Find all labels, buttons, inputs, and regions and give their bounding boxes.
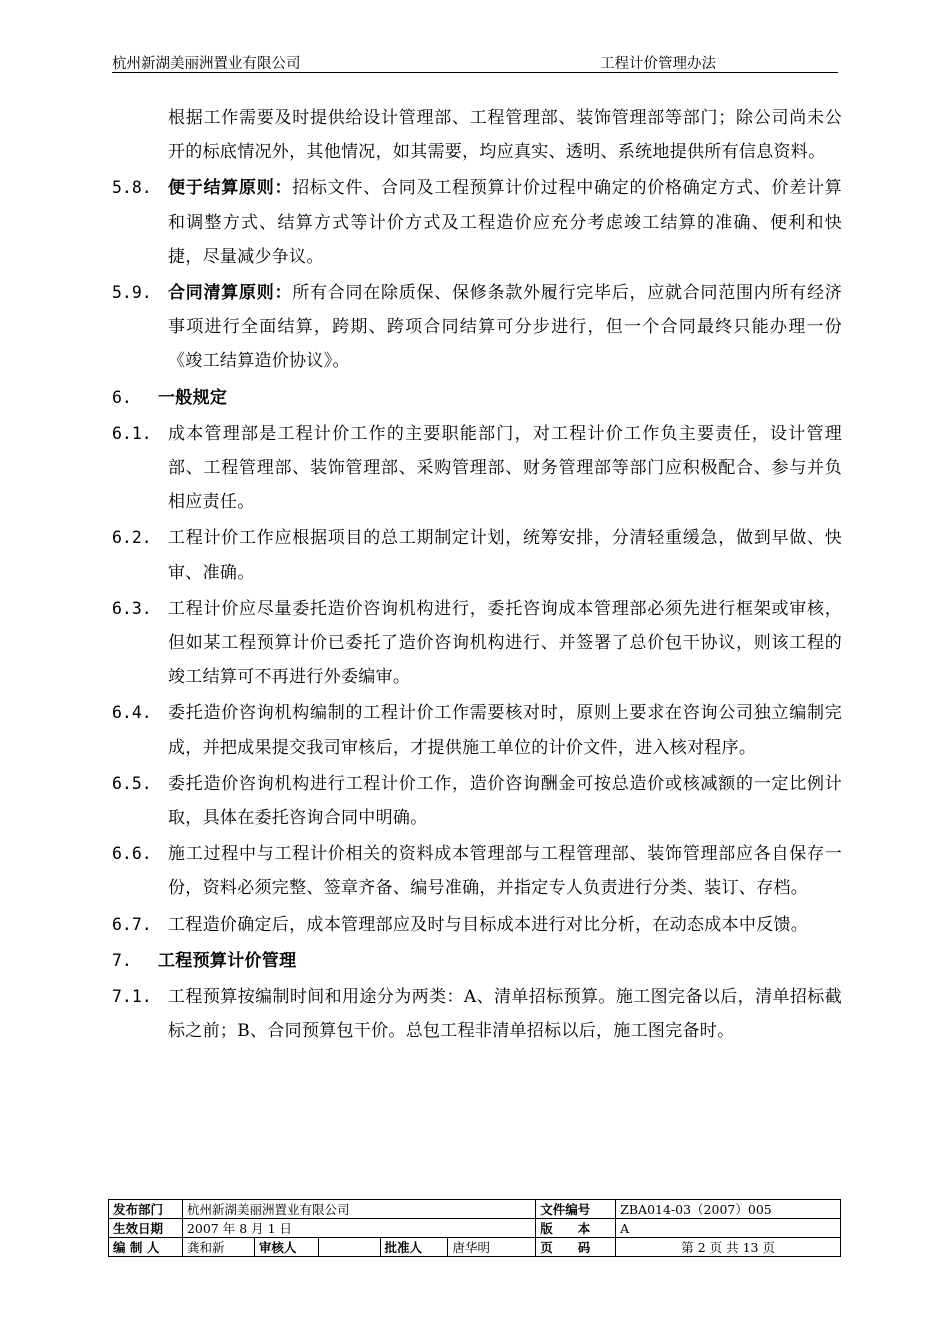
clause-number: 6.4. (112, 703, 152, 723)
clause-text: 施工过程中与工程计价相关的资料成本管理部与工程管理部、装饰管理部应各自保存一份，资料必须完整、签章齐备、编号准确，并指定专人负责进行分类、装订、存档。 (168, 844, 842, 899)
clause-text: 委托造价咨询机构编制的工程计价工作需要核对时，原则上要求在咨询公司独立编制完成，并把成果提交我司审核后，才提供施工单位的计价文件，进入核对程序。 (168, 703, 842, 758)
clause-text: 委托造价咨询机构进行工程计价工作，造价咨询酬金可按总造价或核减额的一定比例计取，具体在委托咨询合同中明确。 (168, 773, 842, 829)
section-number: 7. (112, 950, 132, 970)
file-no-label: 文件编号 (536, 1200, 616, 1219)
page-label: 页 码 (536, 1238, 616, 1257)
reviewer-value (318, 1238, 380, 1257)
file-no-value: ZBA014-03（2007）005 (616, 1200, 841, 1219)
clause-7-1 (112, 980, 842, 1048)
clause-number: 6.5. (112, 773, 152, 793)
clause-number: 5.8. (112, 178, 152, 198)
issue-dept-value: 杭州新湖美丽洲置业有限公司 (182, 1200, 535, 1219)
approver-label: 批准人 (380, 1238, 448, 1257)
page-header (112, 50, 838, 73)
document-control-table (108, 1199, 841, 1257)
paragraph (112, 101, 842, 169)
clause-number: 5.9. (112, 283, 152, 303)
clause-6-7 (112, 908, 842, 942)
paragraph-text: 根据工作需要及时提供给设计管理部、工程管理部、装饰管理部等部门；除公司尚未公开的标底情况外，其他情况，如其需要，均应真实、透明、系统地提供所有信息资料。 (168, 108, 842, 163)
version-value: A (616, 1219, 841, 1238)
section-number: 6. (112, 387, 132, 407)
clause-5-9 (112, 276, 842, 379)
table-row (109, 1238, 841, 1257)
clause-text: 工程造价确定后，成本管理部应及时与目标成本进行对比分析，在动态成本中反馈。 (168, 914, 809, 935)
section-heading: 工程预算计价管理 (158, 950, 297, 971)
clause-6-2 (112, 521, 842, 589)
clause-text: 工程计价应尽量委托造价咨询机构进行，委托咨询成本管理部必须先进行框架或审核，但如某工程预算计价已委托了造价咨询机构进行、并签署了总价包干协议，则该工程的竣工结算可不再进行外委编审。 (168, 598, 842, 688)
clause-text: 招标文件、合同及工程预算计价过程中确定的价格确定方式、价差计算和调整方式、结算方式等计价方式及工程造价应充分考虑竣工结算的准确、便利和快捷，尽量减少争议。 (168, 178, 842, 267)
clause-6-3 (112, 592, 842, 695)
clause-title: 合同清算原则： (168, 283, 293, 304)
header-doc-title: 工程计价管理办法 (600, 56, 716, 72)
clause-number: 6.2. (112, 528, 152, 548)
page-value: 第 2 页 共 13 页 (616, 1238, 841, 1257)
section-heading: 一般规定 (158, 387, 228, 408)
reviewer-label: 审核人 (254, 1238, 318, 1257)
clause-6-5 (112, 767, 842, 835)
clause-number: 6.3. (112, 598, 152, 618)
effective-date-label: 生效日期 (109, 1219, 183, 1238)
clause-6-6 (112, 837, 842, 905)
clause-5-8 (112, 171, 842, 274)
document-body (112, 101, 842, 1050)
author-label: 编 制 人 (109, 1238, 183, 1257)
clause-text: 工程预算按编制时间和用途分为两类：A、清单招标预算。施工图完备以后，清单招标截标之前；B、合同预算包干价。总包工程非清单招标以后，施工图完备时。 (168, 987, 842, 1042)
version-label: 版 本 (536, 1219, 616, 1238)
clause-title: 便于结算原则： (168, 178, 293, 199)
clause-number: 6.6. (112, 844, 152, 864)
effective-date-value: 2007 年 8 月 1 日 (182, 1219, 535, 1238)
clause-number: 6.1. (112, 423, 152, 443)
table-row (109, 1200, 841, 1219)
author-value: 龚和新 (182, 1238, 254, 1257)
clause-number: 7.1. (112, 987, 152, 1007)
clause-text: 成本管理部是工程计价工作的主要职能部门，对工程计价工作负主要责任，设计管理部、工程管理部、装饰管理部、采购管理部、财务管理部等部门应积极配合、参与并负相应责任。 (168, 423, 842, 513)
clause-6-4 (112, 696, 842, 764)
header-company: 杭州新湖美丽洲置业有限公司 (112, 56, 301, 72)
clause-text: 工程计价工作应根据项目的总工期制定计划，统筹安排，分清轻重缓急，做到早做、快审、准确。 (168, 528, 842, 583)
clause-6-1 (112, 417, 842, 520)
issue-dept-label: 发布部门 (109, 1200, 183, 1219)
section-7 (112, 944, 842, 978)
table-row (109, 1219, 841, 1238)
clause-text: 所有合同在除质保、保修条款外履行完毕后，应就合同范围内所有经济事项进行全面结算，跨期、跨项合同结算可分步进行，但一个合同最终只能办理一份《竣工结算造价协议》。 (168, 283, 842, 372)
section-6 (112, 381, 842, 415)
approver-value: 唐华明 (448, 1238, 536, 1257)
clause-number: 6.7. (112, 914, 152, 934)
